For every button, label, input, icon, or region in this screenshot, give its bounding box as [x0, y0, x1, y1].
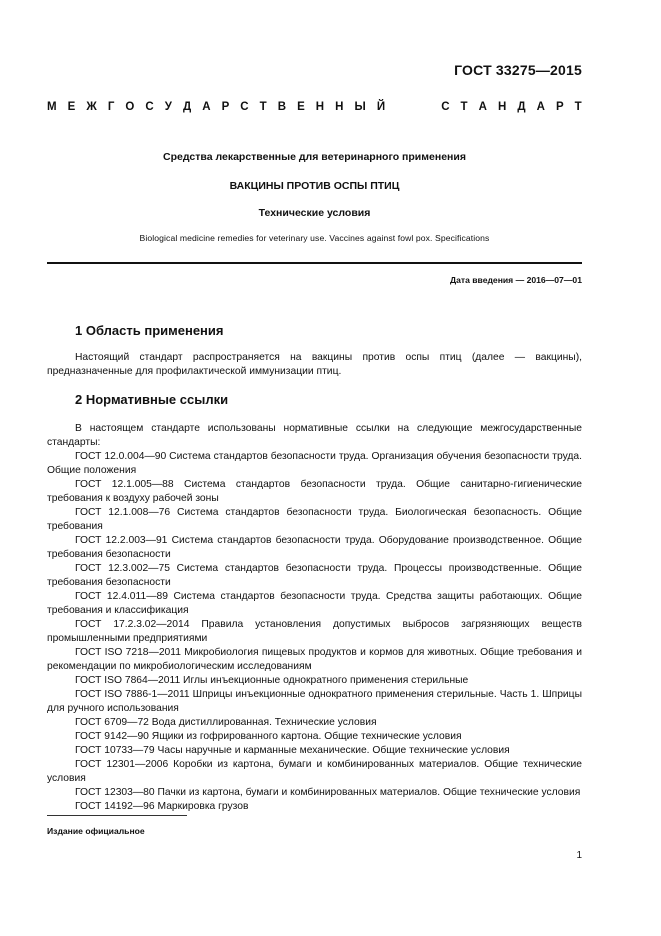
page-number: 1 — [576, 850, 582, 861]
interstate-letter: Ы — [354, 101, 366, 113]
interstate-letter: А — [536, 101, 545, 113]
interstate-letter: С — [240, 101, 249, 113]
section-2-heading: 2 Нормативные ссылки — [75, 392, 229, 407]
reference-item: ГОСТ 12.0.004—90 Система стандартов безопасности труда. Организация обучения безопасности труда. Общие положения — [47, 451, 582, 476]
interstate-letter: Е — [297, 101, 305, 113]
interstate-letter: У — [164, 101, 172, 113]
title-line-2: ВАКЦИНЫ ПРОТИВ ОСПЫ ПТИЦ — [229, 180, 400, 192]
reference-item: ГОСТ 9142—90 Ящики из гофрированного картона. Общие технические условия — [75, 731, 462, 742]
interstate-letter: Е — [67, 101, 76, 113]
interstate-letter: Н — [315, 101, 325, 113]
title-line-3: Технические условия — [258, 207, 371, 219]
standard-code: ГОСТ 33275—2015 — [454, 62, 582, 78]
interstate-letter: Р — [555, 101, 564, 113]
interstate-letter: Г — [107, 101, 115, 113]
section-1-text: Настоящий стандарт распространяется на вакцины против оспы птиц (далее — вакцины), предназначенные для профилактической иммунизации птиц. — [47, 352, 582, 377]
reference-item: ГОСТ ISO 7864—2011 Иглы инъекционные однократного применения стерильные — [75, 675, 469, 686]
reference-item: ГОСТ ISO 7886-1—2011 Шприцы инъекционные однократного применения стерильные. Часть 1. Шприцы для ручного использования — [47, 689, 582, 714]
reference-item: ГОСТ 12.1.005—88 Система стандартов безопасности труда. Общие санитарно-гигиенические требования к воздуху рабочей зоны — [47, 479, 582, 504]
reference-item: ГОСТ 14192—96 Маркировка грузов — [75, 801, 249, 812]
interstate-letter: А — [478, 101, 487, 113]
interstate-letter: С — [145, 101, 154, 113]
reference-item: ГОСТ 17.2.3.02—2014 Правила установления допустимых выбросов загрязняющих веществ промышленными предприятиями — [47, 619, 582, 644]
introduction-date: Дата введения — 2016—07—01 — [449, 275, 582, 285]
interstate-letter: Т — [259, 101, 267, 113]
interstate-letter: Й — [376, 101, 386, 113]
reference-item: ГОСТ ISO 7218—2011 Микробиология пищевых продуктов и кормов для животных. Общие требования и рекомендации по микробиологическим исследованиям — [47, 647, 582, 672]
reference-item: ГОСТ 6709—72 Вода дистиллированная. Технические условия — [75, 717, 377, 728]
footer-divider — [47, 815, 187, 816]
interstate-letter: Р — [221, 101, 230, 113]
interstate-letter: Ж — [86, 101, 97, 113]
reference-item: ГОСТ 12.3.002—75 Система стандартов безопасности труда. Процессы производственные. Общие требования безопасности — [47, 563, 582, 588]
interstate-letter: Д — [517, 101, 526, 113]
edition-label: Издание официальное — [47, 826, 145, 836]
reference-item: ГОСТ 12.1.008—76 Система стандартов безопасности труда. Биологическая безопасность. Общие требования — [47, 507, 582, 532]
interstate-letter: А — [202, 101, 211, 113]
interstate-standard-title — [47, 101, 582, 113]
references-list — [47, 422, 582, 814]
title-english: Biological medicine remedies for veterinary use. Vaccines against fowl pox. Specifications — [139, 233, 490, 243]
interstate-letter: М — [47, 101, 57, 113]
interstate-letter: Н — [497, 101, 507, 113]
section-1-heading: 1 Область применения — [75, 323, 224, 338]
title-line-1: Средства лекарственные для ветеринарного применения — [163, 151, 466, 163]
interstate-letter: В — [277, 101, 287, 113]
interstate-letter: Т — [574, 101, 582, 113]
section-2-intro: В настоящем стандарте использованы нормативные ссылки на следующие межгосударственные стандарты: — [47, 423, 582, 448]
reference-item: ГОСТ 10733—79 Часы наручные и карманные механические. Общие технические условия — [75, 745, 510, 756]
reference-item: ГОСТ 12301—2006 Коробки из картона, бумаги и комбинированных материалов. Общие технические условия — [47, 759, 582, 784]
interstate-word-gap — [396, 101, 430, 113]
reference-item: ГОСТ 12.2.003—91 Система стандартов безопасности труда. Оборудование производственное. Общие требования безопасности — [47, 535, 582, 560]
interstate-letter: Д — [182, 101, 192, 113]
interstate-letter: С — [441, 101, 450, 113]
reference-item: ГОСТ 12303—80 Пачки из картона, бумаги и комбинированных материалов. Общие технические условия — [75, 787, 581, 798]
interstate-letter: Т — [460, 101, 468, 113]
title-divider — [47, 262, 582, 264]
interstate-letter: О — [125, 101, 135, 113]
reference-item: ГОСТ 12.4.011—89 Система стандартов безопасности труда. Средства защиты работающих. Общие требования и классификация — [47, 591, 582, 616]
interstate-letter: Н — [335, 101, 344, 113]
